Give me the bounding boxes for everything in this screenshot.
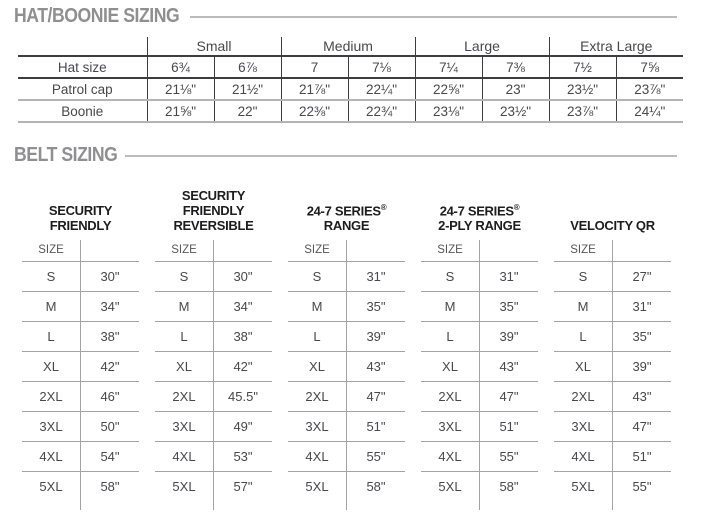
belt-size-label: 2XL bbox=[554, 381, 613, 411]
belt-size-label: 2XL bbox=[421, 381, 480, 411]
belt-size-column-header: SIZE bbox=[155, 240, 214, 261]
belt-size-label: S bbox=[22, 261, 81, 291]
hat-size-group-header: Large bbox=[415, 37, 549, 56]
belt-size-label: 4XL bbox=[22, 441, 81, 471]
belt-size-value: 39" bbox=[347, 321, 406, 351]
belt-size-value: 57" bbox=[233, 478, 253, 494]
belt-tail-left bbox=[421, 501, 480, 510]
belt-size-value: 34" bbox=[81, 291, 140, 321]
belt-size-table bbox=[22, 179, 139, 510]
belt-size-label: L bbox=[288, 321, 347, 351]
belt-table-row bbox=[288, 411, 405, 441]
belt-table-grid bbox=[554, 240, 671, 510]
belt-size-value: 39" bbox=[480, 321, 539, 351]
belt-table-row bbox=[155, 291, 272, 321]
belt-table-row bbox=[554, 471, 671, 501]
belt-size-value: 47" bbox=[347, 381, 406, 411]
hat-size-value: 23⅛" bbox=[415, 100, 482, 122]
belt-size-value: 35" bbox=[613, 321, 672, 351]
belt-size-value: 51" bbox=[613, 441, 672, 471]
belt-size-label: 3XL bbox=[288, 411, 347, 441]
hat-size-value: 22¼" bbox=[348, 78, 415, 100]
belt-size-header-row bbox=[22, 240, 139, 261]
belt-table-row bbox=[288, 441, 405, 471]
belt-size-column-header: SIZE bbox=[22, 240, 81, 261]
belt-size-label: S bbox=[155, 261, 214, 291]
belt-size-value: 54" bbox=[81, 441, 140, 471]
belt-size-label: 4XL bbox=[421, 441, 480, 471]
belt-size-label: 5XL bbox=[155, 471, 214, 501]
hat-table-row bbox=[18, 78, 683, 100]
hat-section-header bbox=[0, 0, 707, 28]
belt-table-row bbox=[155, 441, 272, 471]
belt-size-column-header: SIZE bbox=[554, 240, 613, 261]
belt-table-divider-tail bbox=[155, 501, 272, 510]
belt-size-label: 5XL bbox=[288, 471, 347, 501]
belt-section bbox=[0, 144, 707, 510]
belt-table-title-line: 2-PLY RANGE bbox=[438, 218, 521, 233]
belt-size-label: M bbox=[554, 291, 613, 321]
hat-table-corner-cell bbox=[18, 37, 147, 56]
belt-table-row bbox=[288, 321, 405, 351]
belt-table-row bbox=[421, 381, 538, 411]
hat-size-value: 22" bbox=[214, 100, 281, 122]
belt-table-row bbox=[155, 381, 272, 411]
hat-size-value: 21⅝" bbox=[147, 100, 214, 122]
belt-table-row bbox=[421, 261, 538, 291]
belt-table-title bbox=[155, 179, 272, 233]
belt-table-row bbox=[22, 261, 139, 291]
belt-table-divider-tail bbox=[288, 501, 405, 510]
hat-table-row bbox=[18, 100, 683, 122]
belt-size-label: M bbox=[155, 291, 214, 321]
belt-size-value: 43" bbox=[480, 351, 539, 381]
belt-table-row bbox=[421, 321, 538, 351]
belt-tail-left bbox=[288, 501, 347, 510]
belt-size-table bbox=[421, 179, 538, 510]
hat-size-value: 7⅜ bbox=[482, 56, 549, 78]
belt-tail-right bbox=[81, 501, 140, 510]
belt-size-label: L bbox=[155, 321, 214, 351]
belt-table-grid bbox=[288, 240, 405, 510]
belt-size-value: 30" bbox=[81, 261, 140, 291]
belt-size-value: 51" bbox=[480, 411, 539, 441]
hat-section-rule bbox=[190, 16, 677, 18]
belt-table-title-line: 24-7 SERIES® bbox=[439, 202, 520, 218]
belt-table-grid bbox=[155, 240, 272, 510]
registered-mark: ® bbox=[513, 202, 520, 212]
belt-size-value: 35" bbox=[347, 291, 406, 321]
hat-size-value: 21½" bbox=[214, 78, 281, 100]
belt-table-row bbox=[22, 441, 139, 471]
belt-size-header-row bbox=[155, 240, 272, 261]
belt-size-label: 2XL bbox=[288, 381, 347, 411]
belt-size-header-spacer bbox=[81, 240, 140, 261]
belt-table-row bbox=[554, 261, 671, 291]
belt-tables-row bbox=[0, 167, 707, 510]
hat-size-group-header: Medium bbox=[281, 37, 415, 56]
hat-size-value: 7½ bbox=[549, 56, 616, 78]
belt-size-value: 31" bbox=[347, 261, 406, 291]
belt-section-header bbox=[0, 144, 707, 167]
belt-size-value: 34" bbox=[214, 291, 273, 321]
belt-table-row bbox=[288, 261, 405, 291]
belt-table-row bbox=[421, 411, 538, 441]
belt-size-label: L bbox=[554, 321, 613, 351]
belt-table-row bbox=[22, 291, 139, 321]
belt-size-value: 31" bbox=[480, 261, 539, 291]
belt-size-header-row bbox=[288, 240, 405, 261]
belt-size-label: XL bbox=[155, 351, 214, 381]
belt-tail-left bbox=[155, 501, 214, 510]
belt-size-table bbox=[288, 179, 405, 510]
belt-size-value: 42" bbox=[81, 351, 140, 381]
belt-size-value: 43" bbox=[347, 351, 406, 381]
hat-sizing-table bbox=[18, 37, 683, 123]
belt-table-title-line: SECURITY bbox=[48, 203, 113, 218]
belt-size-column-header: SIZE bbox=[421, 240, 480, 261]
belt-size-label: 3XL bbox=[421, 411, 480, 441]
belt-table-row bbox=[421, 351, 538, 381]
belt-size-header-spacer bbox=[613, 240, 672, 261]
belt-size-value: 42" bbox=[214, 351, 273, 381]
belt-size-label: 3XL bbox=[554, 411, 613, 441]
belt-size-label: 2XL bbox=[22, 381, 81, 411]
hat-size-value: 22⅜" bbox=[281, 100, 348, 122]
belt-table-row bbox=[554, 321, 671, 351]
belt-table-row bbox=[155, 471, 272, 501]
hat-section-title: HAT/BOONIE SIZING bbox=[14, 5, 180, 27]
belt-size-value: 55" bbox=[632, 478, 652, 494]
belt-section-rule bbox=[125, 155, 677, 157]
belt-table-row bbox=[288, 351, 405, 381]
belt-table-row bbox=[22, 321, 139, 351]
belt-size-value: 53" bbox=[214, 441, 273, 471]
belt-size-value: 43" bbox=[613, 381, 672, 411]
hat-size-value: 21⅞" bbox=[281, 78, 348, 100]
belt-size-label: L bbox=[22, 321, 81, 351]
belt-size-label: XL bbox=[22, 351, 81, 381]
hat-size-value: 21⅛" bbox=[147, 78, 214, 100]
belt-table-row bbox=[288, 291, 405, 321]
belt-size-label: 5XL bbox=[22, 471, 81, 501]
belt-size-value: 58" bbox=[499, 478, 519, 494]
belt-size-value: 45.5" bbox=[214, 381, 273, 411]
belt-size-value: 51" bbox=[347, 411, 406, 441]
belt-table-title bbox=[22, 179, 139, 233]
belt-table-row bbox=[22, 411, 139, 441]
hat-size-value: 23" bbox=[482, 78, 549, 100]
belt-table-title-line: FRIENDLY bbox=[182, 203, 245, 218]
belt-size-header-row bbox=[554, 240, 671, 261]
belt-size-label: S bbox=[288, 261, 347, 291]
belt-size-label: M bbox=[22, 291, 81, 321]
belt-table-row bbox=[554, 291, 671, 321]
hat-row-label: Hat size bbox=[18, 56, 147, 78]
belt-size-label: XL bbox=[288, 351, 347, 381]
belt-tail-right bbox=[613, 501, 672, 510]
belt-tail-right bbox=[214, 501, 273, 510]
belt-size-value: 58" bbox=[366, 478, 386, 494]
hat-size-value: 23½" bbox=[549, 78, 616, 100]
belt-tail-left bbox=[554, 501, 613, 510]
belt-table-title bbox=[554, 179, 671, 233]
belt-size-label: M bbox=[421, 291, 480, 321]
belt-size-column-header: SIZE bbox=[288, 240, 347, 261]
belt-size-label: S bbox=[421, 261, 480, 291]
belt-table-divider-tail bbox=[421, 501, 538, 510]
hat-row-label: Boonie bbox=[18, 100, 147, 122]
belt-table-title bbox=[288, 179, 405, 233]
hat-boonie-section bbox=[0, 0, 707, 123]
belt-tail-right bbox=[480, 501, 539, 510]
belt-table-title-line: VELOCITY QR bbox=[570, 218, 655, 233]
hat-size-value: 7⅛ bbox=[348, 56, 415, 78]
belt-size-value: 39" bbox=[613, 351, 672, 381]
belt-size-table bbox=[554, 179, 671, 510]
belt-table-row bbox=[288, 471, 405, 501]
belt-size-value: 31" bbox=[613, 291, 672, 321]
belt-size-value: 47" bbox=[480, 381, 539, 411]
belt-size-header-spacer bbox=[347, 240, 406, 261]
belt-size-label: M bbox=[288, 291, 347, 321]
belt-size-label: 5XL bbox=[421, 471, 480, 501]
registered-mark: ® bbox=[380, 202, 387, 212]
belt-size-value: 27" bbox=[613, 261, 672, 291]
belt-size-header-spacer bbox=[214, 240, 273, 261]
belt-table-title-line: 24-7 SERIES® bbox=[306, 202, 387, 218]
belt-table-row bbox=[155, 411, 272, 441]
belt-size-header-row bbox=[421, 240, 538, 261]
belt-tail-left bbox=[22, 501, 81, 510]
belt-table-row bbox=[155, 321, 272, 351]
belt-size-label: XL bbox=[554, 351, 613, 381]
belt-size-value: 49" bbox=[214, 411, 273, 441]
belt-table-title-line: SECURITY bbox=[181, 188, 246, 203]
belt-table-grid bbox=[22, 240, 139, 510]
belt-table-row bbox=[22, 471, 139, 501]
belt-table-title-line: REVERSIBLE bbox=[173, 218, 254, 233]
belt-size-value: 47" bbox=[613, 411, 672, 441]
belt-table-divider-tail bbox=[554, 501, 671, 510]
belt-section-title: BELT SIZING bbox=[14, 144, 118, 166]
belt-size-value: 38" bbox=[214, 321, 273, 351]
belt-size-value: 38" bbox=[81, 321, 140, 351]
belt-size-label: XL bbox=[421, 351, 480, 381]
belt-size-label: S bbox=[554, 261, 613, 291]
hat-size-value: 7⅝ bbox=[616, 56, 683, 78]
belt-table-row bbox=[554, 381, 671, 411]
hat-size-group-header: Extra Large bbox=[549, 37, 683, 56]
belt-table-row bbox=[421, 471, 538, 501]
belt-size-label: 4XL bbox=[288, 441, 347, 471]
belt-size-value: 46" bbox=[81, 381, 140, 411]
belt-table-row bbox=[554, 441, 671, 471]
belt-size-table bbox=[155, 179, 272, 510]
hat-size-group-header: Small bbox=[147, 37, 281, 56]
hat-size-value: 7¼ bbox=[415, 56, 482, 78]
belt-table-row bbox=[288, 381, 405, 411]
belt-size-header-spacer bbox=[480, 240, 539, 261]
belt-table-row bbox=[22, 351, 139, 381]
hat-size-value: 22¾" bbox=[348, 100, 415, 122]
belt-size-value: 58" bbox=[100, 478, 120, 494]
belt-table-row bbox=[155, 261, 272, 291]
hat-size-value: 23⅞" bbox=[549, 100, 616, 122]
hat-size-value: 23⅞" bbox=[616, 78, 683, 100]
belt-table-row bbox=[554, 351, 671, 381]
belt-size-label: 4XL bbox=[554, 441, 613, 471]
hat-size-value: 24¼" bbox=[616, 100, 683, 122]
belt-size-value: 30" bbox=[214, 261, 273, 291]
belt-size-label: 3XL bbox=[22, 411, 81, 441]
belt-table-row bbox=[155, 351, 272, 381]
belt-size-label: 5XL bbox=[554, 471, 613, 501]
hat-size-value: 6⅞ bbox=[214, 56, 281, 78]
belt-table-row bbox=[554, 411, 671, 441]
belt-table-row bbox=[421, 441, 538, 471]
belt-tail-right bbox=[347, 501, 406, 510]
belt-table-title-line: FRIENDLY bbox=[49, 218, 112, 233]
belt-table-grid bbox=[421, 240, 538, 510]
belt-table-row bbox=[421, 291, 538, 321]
hat-size-value: 22⅝" bbox=[415, 78, 482, 100]
belt-table-row bbox=[22, 381, 139, 411]
belt-size-value: 55" bbox=[480, 441, 539, 471]
belt-size-value: 50" bbox=[81, 411, 140, 441]
belt-size-label: 2XL bbox=[155, 381, 214, 411]
belt-size-value: 35" bbox=[480, 291, 539, 321]
belt-size-label: 3XL bbox=[155, 411, 214, 441]
hat-size-value: 7 bbox=[281, 56, 348, 78]
hat-group-header-row bbox=[18, 37, 683, 56]
belt-size-label: L bbox=[421, 321, 480, 351]
hat-table-row bbox=[18, 56, 683, 78]
belt-size-value: 55" bbox=[347, 441, 406, 471]
hat-row-label: Patrol cap bbox=[18, 78, 147, 100]
belt-size-label: 4XL bbox=[155, 441, 214, 471]
hat-size-value: 6¾ bbox=[147, 56, 214, 78]
belt-table-title-line: RANGE bbox=[323, 218, 370, 233]
belt-table-divider-tail bbox=[22, 501, 139, 510]
belt-table-title bbox=[421, 179, 538, 233]
hat-size-value: 23½" bbox=[482, 100, 549, 122]
